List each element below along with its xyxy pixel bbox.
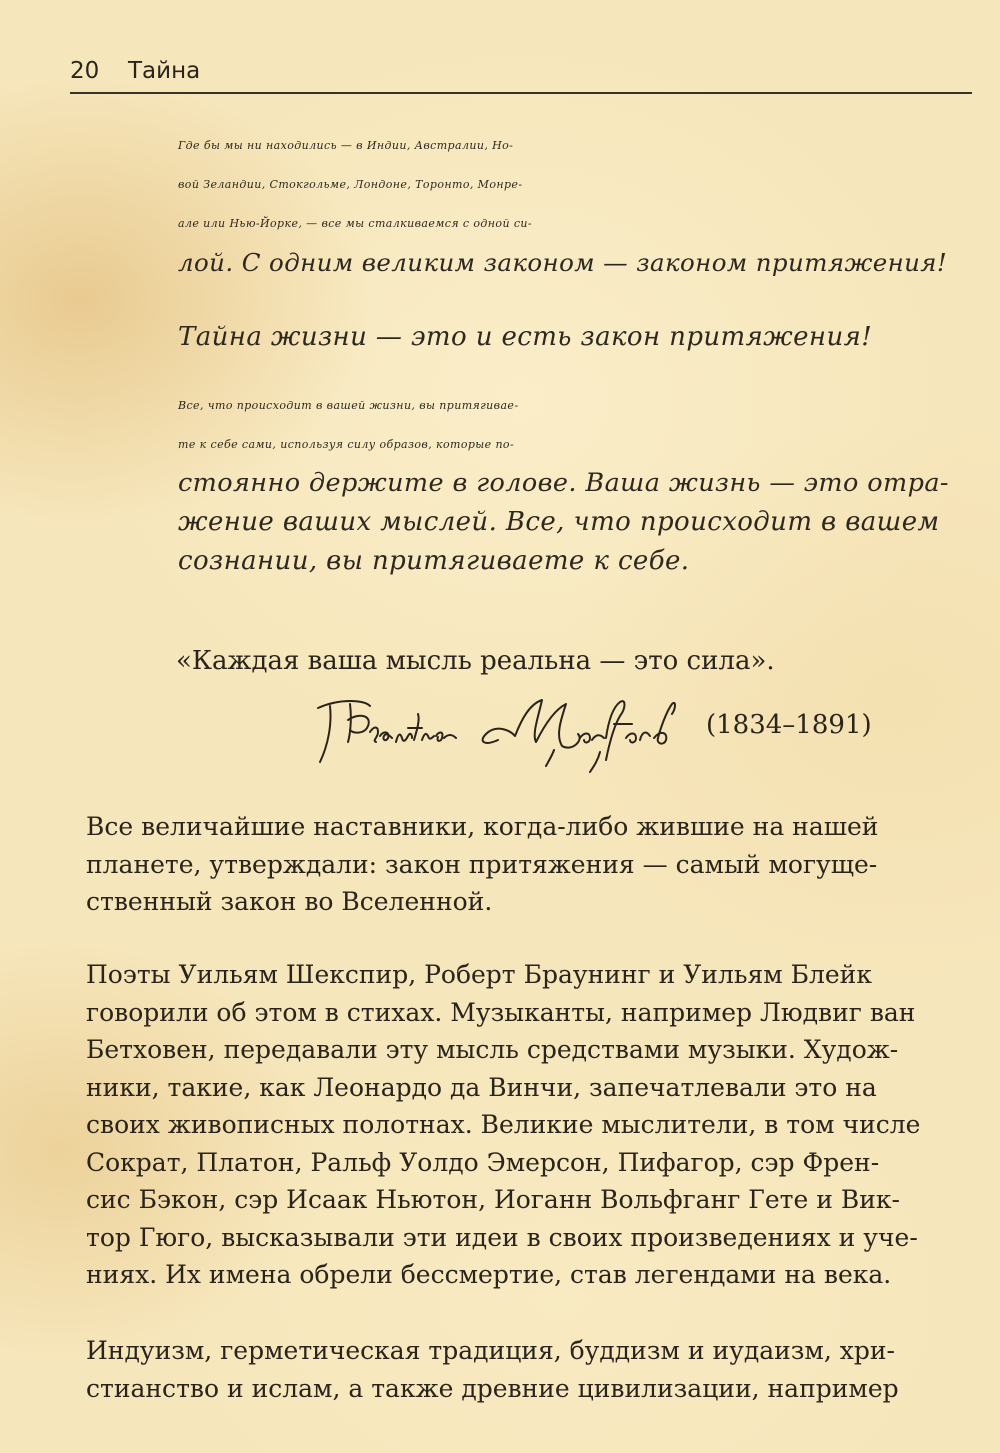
quote-paragraph-1 <box>178 126 947 282</box>
text-line: Сократ, Платон, Ральф Уолдо Эмерсон, Пифагор, сэр Френ- <box>86 1147 880 1177</box>
text-line: стианство и ислам, а также древние цивилизации, например <box>86 1373 899 1403</box>
body-paragraph-1 <box>86 808 878 921</box>
running-header <box>70 56 972 94</box>
quote-paragraph-2 <box>178 318 872 357</box>
text-line: планете, утверждали: закон притяжения — самый могуще- <box>86 849 878 879</box>
text-line: сис Бэкон, сэр Исаак Ньютон, Иоганн Вольфганг Гете и Вик- <box>86 1185 900 1214</box>
text-line: Где бы мы ни находились — в Индии, Австралии, Но- <box>178 139 514 152</box>
text-line: Бетховен, передавали эту мысль средствами музыки. Худож- <box>86 1035 899 1064</box>
page-number: 20 <box>70 58 100 84</box>
text-line: ниях. Их имена обрели бессмертие, став легендами на века. <box>86 1260 892 1289</box>
text-line: лой. С одним великим законом — законом притяжения! <box>178 248 948 277</box>
text-line: своих живописных полотнах. Великие мыслители, в том числе <box>86 1110 921 1139</box>
text-line: вой Зеландии, Стокгольме, Лондоне, Торонто, Монре- <box>178 178 523 191</box>
text-line: стоянно держите в голове. Ваша жизнь — это отра- <box>178 468 949 498</box>
quote-paragraph-3 <box>178 386 949 581</box>
text-line: Тайна жизни — это и есть закон притяжения! <box>178 322 873 352</box>
running-title: Тайна <box>128 58 201 84</box>
text-line: Индуизм, герметическая традиция, буддизм и иудаизм, хри- <box>86 1336 895 1365</box>
body-paragraph-3 <box>86 1332 899 1407</box>
text-line: тор Гюго, высказывали эти идеи в своих произведениях и уче- <box>86 1222 918 1252</box>
text-line: те к себе сами, используя силу образов, которые по- <box>178 438 515 451</box>
epigraph-quote: «Каждая ваша мысль реальна — это сила». <box>176 646 775 676</box>
text-line: жение ваших мыслей. Все, что происходит в вашем <box>178 507 940 537</box>
text-line: але или Нью-Йорке, — все мы сталкиваемся с одной си- <box>178 217 532 230</box>
text-line: Поэты Уильям Шекспир, Роберт Браунинг и Уильям Блейк <box>86 960 872 989</box>
text-line: сознании, вы притягиваете к себе. <box>178 546 690 576</box>
body-paragraph-2 <box>86 956 920 1294</box>
text-line: ственный закон во Вселенной. <box>86 887 493 916</box>
author-years: (1834–1891) <box>706 710 872 740</box>
author-attribution <box>310 690 910 780</box>
text-line: Все, что происходит в вашей жизни, вы притягивае- <box>178 399 519 412</box>
text-line: Все величайшие наставники, когда-либо жившие на нашей <box>86 812 879 841</box>
text-line: говорили об этом в стихах. Музыканты, например Людвиг ван <box>86 997 916 1027</box>
handwritten-signature <box>310 690 700 780</box>
text-line: ники, такие, как Леонардо да Винчи, запечатлевали это на <box>86 1072 877 1102</box>
